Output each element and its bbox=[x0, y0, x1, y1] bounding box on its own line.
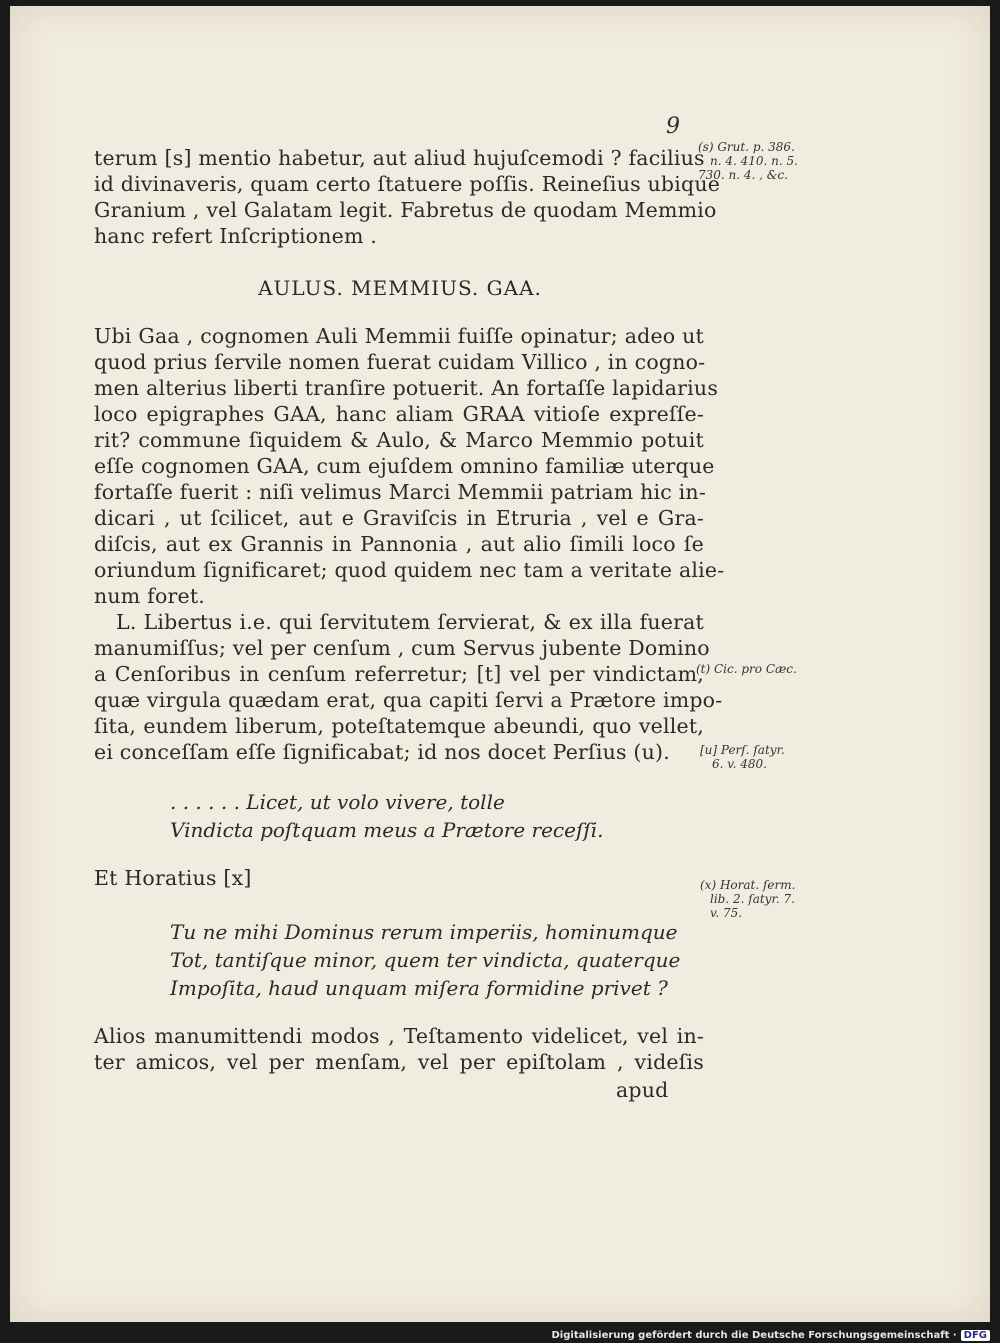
text-line: quæ virgula quædam erat, qua capiti ſervi a Prætore impo- bbox=[94, 688, 723, 712]
text-line: eſſe cognomen GAA, cum ejuſdem omnino familiæ uterque bbox=[94, 454, 715, 478]
text-line: loco epigraphes GAA, hanc aliam GRAA vitioſe expreſſe- bbox=[94, 402, 704, 426]
text-line: dicari , ut ſcilicet, aut e Graviſcis in Etruria , vel e Gra- bbox=[94, 506, 704, 530]
text-line: ei conceſſam eſſe ſignificabat; id nos docet Perſius (u). bbox=[94, 740, 670, 764]
book-page bbox=[10, 6, 990, 1322]
margin-note: (t) Cic. pro Cæc. bbox=[696, 662, 797, 676]
text-line: ter amicos, vel per menſam, vel per epiſtolam , videſis bbox=[94, 1050, 704, 1074]
text-line: oriundum ſignificaret; quod quidem nec tam a veritate alie- bbox=[94, 558, 725, 582]
text-line: num foret. bbox=[94, 584, 205, 608]
inscription-heading: AULUS. MEMMIUS. GAA. bbox=[258, 276, 542, 300]
text-line: rit? commune ſiquidem & Aulo, & Marco Memmio potuit bbox=[94, 428, 704, 452]
page-number: 9 bbox=[666, 114, 680, 139]
footer-text: Digitalisierung gefördert durch die Deutsche Forschungsgemeinschaft · bbox=[551, 1330, 957, 1341]
text-line: Et Horatius [x] bbox=[94, 866, 252, 890]
text-line: Granium , vel Galatam legit. Fabretus de quodam Memmio bbox=[94, 198, 717, 222]
verse-line: Impoſita, haud unquam miſera formidine privet ? bbox=[170, 976, 668, 1000]
footer-credit bbox=[0, 1330, 990, 1341]
text-line: Ubi Gaa , cognomen Auli Memmii fuiſſe opinatur; adeo ut bbox=[94, 324, 704, 348]
margin-note: (s) Grut. p. 386. n. 4. 410. n. 5. 730. n. 4. , &c. bbox=[698, 140, 798, 182]
text-line: terum [s] mentio habetur, aut aliud hujuſcemodi ? facilius bbox=[94, 146, 705, 170]
text-line: Alios manumittendi modos , Teſtamento videlicet, vel in- bbox=[94, 1024, 704, 1048]
text-line: manumiſſus; vel per cenſum , cum Servus jubente Domino bbox=[94, 636, 710, 660]
text-line: fortaſſe fuerit : niſi velimus Marci Memmii patriam hic in- bbox=[94, 480, 706, 504]
verse-line: Tot, tantiſque minor, quem ter vindicta, quaterque bbox=[170, 948, 681, 972]
verse-line: . . . . . . Licet, ut volo vivere, tolle bbox=[170, 790, 505, 814]
text-line: hanc refert Inſcriptionem . bbox=[94, 224, 378, 248]
text-line: L. Libertus i.e. qui ſervitutem ſervierat, & ex illa fuerat bbox=[116, 610, 704, 634]
text-line: a Cenſoribus in cenſum referretur; [t] vel per vindictam, bbox=[94, 662, 704, 686]
text-line: quod prius ſervile nomen fuerat cuidam Villico , in cogno- bbox=[94, 350, 706, 374]
text-line: ſita, eundem liberum, poteſtatemque abeundi, quo vellet, bbox=[94, 714, 704, 738]
dfg-logo: DFG bbox=[961, 1330, 990, 1341]
margin-note: (x) Horat. ſerm. lib. 2. ſatyr. 7. v. 75. bbox=[700, 878, 796, 920]
text-line: men alterius liberti tranſire potuerit. An fortaſſe lapidarius bbox=[94, 376, 719, 400]
text-line: diſcis, aut ex Grannis in Pannonia , aut alio ſimili loco ſe bbox=[94, 532, 704, 556]
verse-line: Tu ne mihi Dominus rerum imperiis, hominumque bbox=[170, 920, 678, 944]
verse-line: Vindicta poſtquam meus a Prætore receſſi. bbox=[170, 818, 604, 842]
text-line: id divinaveris, quam certo ſtatuere poſſis. Reineſius ubique bbox=[94, 172, 721, 196]
margin-note: [u] Perſ. ſatyr. 6. v. 480. bbox=[700, 743, 785, 771]
catchword: apud bbox=[616, 1078, 669, 1102]
